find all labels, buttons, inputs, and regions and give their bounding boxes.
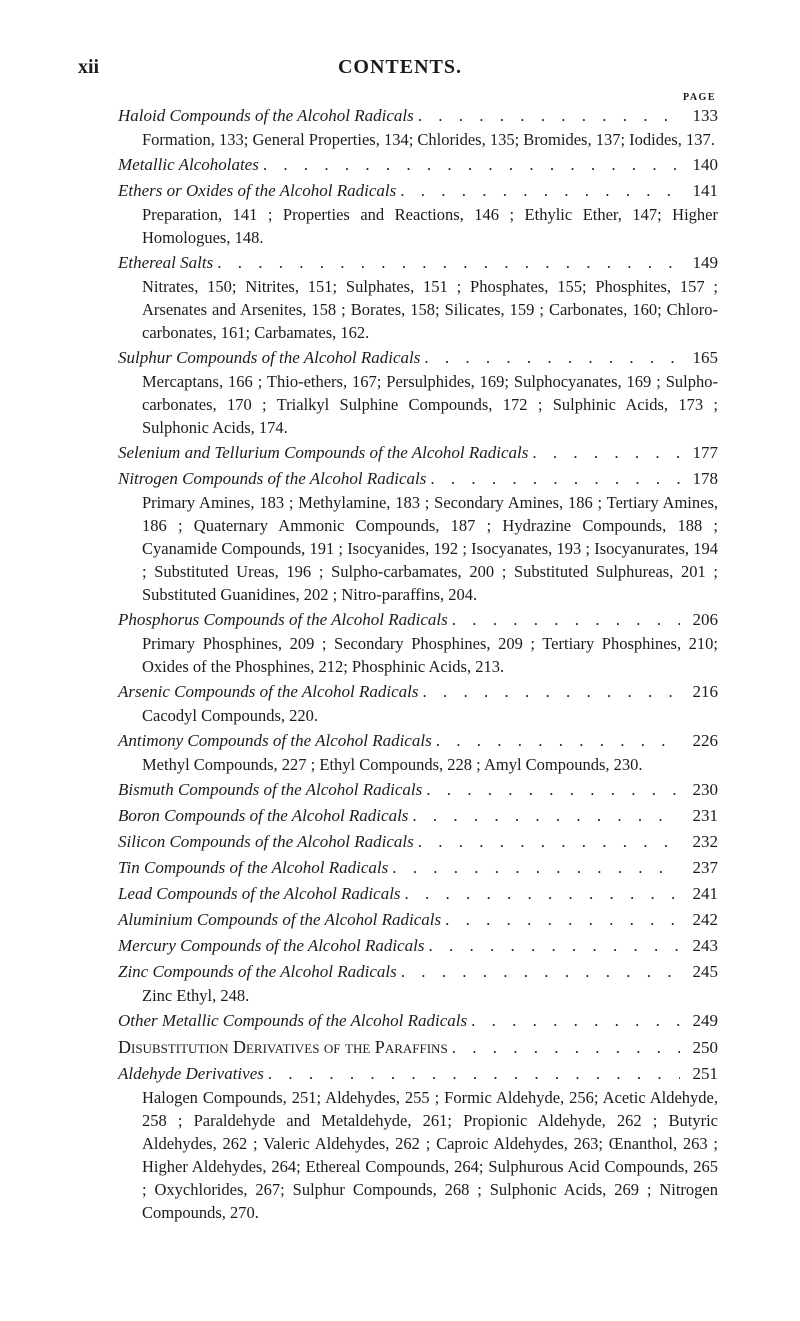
toc-entry-row [118,608,718,632]
toc-entry [118,778,718,802]
toc-entry-row [118,1062,718,1086]
toc-entry-row [118,804,718,828]
entry-page-number: 140 [692,155,718,174]
entry-title: Mercury Compounds of the Alcohol Radicals [118,936,425,955]
entry-page-number: 251 [692,1064,718,1083]
entry-title: Bismuth Compounds of the Alcohol Radicals [118,780,423,799]
dot-leader [418,830,680,854]
dot-leader [422,680,680,704]
toc-entry-row [118,778,718,802]
entry-title: Arsenic Compounds of the Alcohol Radicals [118,682,419,701]
running-title: CONTENTS. [337,56,463,78]
entry-title: Aluminium Compounds of the Alcohol Radicals [118,910,442,929]
entry-page-number: 250 [692,1038,718,1057]
toc-entry [118,251,718,344]
dot-leader [418,104,680,128]
entry-title: Other Metallic Compounds of the Alcohol Radicals [118,1011,468,1030]
toc-entry [118,1062,718,1224]
entry-page-number: 178 [692,469,718,488]
dot-leader [430,467,680,491]
toc-entry-row [118,346,718,370]
entry-description: Primary Amines, 183 ; Methylamine, 183 ; Secondary Amines, 186 ; Tertiary Amines, 186 ; Quaternary Ammonic Compounds, 187 ; Hydrazine Compounds, 188 ; Cyanamide Compounds, 191 ; Isocyanides, 192 ; Isocyanates, 193 ; Isocyanurates, 194 ; Substituted Ureas, 196 ; Sulpho-carbamates, 200 ; Substituted Sulphureas, 201 ; Substituted Guanidines, 202 ; Nitro-paraffins, 204. [142,493,718,604]
toc-entry [118,908,718,932]
dot-leader [471,1009,680,1033]
entry-page-number: 231 [692,806,718,825]
entry-title: Sulphur Compounds of the Alcohol Radicals [118,348,421,367]
toc-entry-row [118,830,718,854]
page-column-label: PAGE [682,92,716,103]
entry-description: Nitrates, 150; Nitrites, 151; Sulphates, 151 ; Phosphates, 155; Phosphites, 157 ; Arsenates and Arsenites, 158 ; Borates, 158; Silicates, 159 ; Carbonates, 160; Chloro-carbonates, 161; Carbamates, 162. [142,277,718,342]
dot-leader [426,778,680,802]
toc-entry [118,1035,718,1060]
entry-page-number: 232 [692,832,718,851]
dot-leader [263,153,680,177]
toc-entry [118,1009,718,1033]
toc-entry-row [118,179,718,203]
page-header [0,56,800,86]
toc-entry [118,882,718,906]
dot-leader [401,960,680,984]
toc-entry [118,179,718,249]
section-heading: Disubstitution Derivatives of the Paraffins [118,1037,448,1057]
toc-entry-row [118,680,718,704]
toc-entry-row [118,1009,718,1033]
entry-page-number: 133 [692,106,718,125]
entry-description: Mercaptans, 166 ; Thio-ethers, 167; Persulphides, 169; Sulphocyanates, 169 ; Sulpho-carbonates, 170 ; Trialkyl Sulphine Compounds, 172 ; Sulphinic Acids, 173 ; Sulphonic Acids, 174. [142,372,718,437]
entry-title: Ethereal Salts [118,253,214,272]
entry-page-number: 245 [692,962,718,981]
entry-page-number: 216 [692,682,718,701]
toc-entry-row [118,908,718,932]
dot-leader [452,1036,680,1060]
toc-entry-row [118,1035,718,1060]
table-of-contents [118,104,718,1226]
toc-entry-row [118,729,718,753]
toc-entry [118,467,718,606]
entry-title: Selenium and Tellurium Compounds of the Alcohol Radicals [118,443,529,462]
entry-page-number: 141 [692,181,718,200]
dot-leader [428,934,680,958]
entry-page-number: 206 [692,610,718,629]
entry-description: Halogen Compounds, 251; Aldehydes, 255 ; Formic Aldehyde, 256; Acetic Aldehyde, 258 ; Paraldehyde and Metaldehyde, 261; Propionic Aldehyde, 262 ; Butyric Aldehydes, 262 ; Valeric Aldehydes, 262 ; Caproic Aldehydes, 263; Œnanthol, 263 ; Higher Aldehydes, 264; Ethereal Compounds, 264; Sulphurous Acid Compounds, 265 ; Oxychlorides, 267; Sulphur Compounds, 268 ; Sulphonic Acids, 269 ; Nitrogen Compounds, 270. [142,1088,718,1222]
dot-leader [405,882,680,906]
entry-title: Boron Compounds of the Alcohol Radicals [118,806,409,825]
entry-page-number: 149 [692,253,718,272]
entry-title: Zinc Compounds of the Alcohol Radicals [118,962,397,981]
toc-entry [118,856,718,880]
toc-entry [118,960,718,1007]
entry-description: Zinc Ethyl, 248. [142,986,250,1005]
toc-entry-row [118,856,718,880]
dot-leader [532,441,680,465]
entry-title: Haloid Compounds of the Alcohol Radicals [118,106,414,125]
dot-leader [392,856,680,880]
toc-entry [118,104,718,151]
dot-leader [217,251,680,275]
entry-page-number: 230 [692,780,718,799]
entry-title: Silicon Compounds of the Alcohol Radicals [118,832,414,851]
dot-leader [424,346,680,370]
entry-title: Tin Compounds of the Alcohol Radicals [118,858,389,877]
entry-page-number: 242 [692,910,718,929]
entry-page-number: 243 [692,936,718,955]
toc-entry [118,934,718,958]
toc-entry-row [118,934,718,958]
toc-entry [118,804,718,828]
entry-page-number: 226 [692,731,718,750]
entry-title: Ethers or Oxides of the Alcohol Radicals [118,181,397,200]
entry-description: Primary Phosphines, 209 ; Secondary Phosphines, 209 ; Tertiary Phosphines, 210; Oxides of the Phosphines, 212; Phosphinic Acids, 213. [142,634,718,676]
entry-description: Cacodyl Compounds, 220. [142,706,318,725]
toc-entry [118,729,718,776]
toc-entry-row [118,153,718,177]
dot-leader [400,179,680,203]
entry-title: Aldehyde Derivatives [118,1064,264,1083]
entry-page-number: 165 [692,348,718,367]
entry-page-number: 241 [692,884,718,903]
entry-title: Metallic Alcoholates [118,155,259,174]
dot-leader [436,729,680,753]
toc-entry [118,441,718,465]
entry-description: Methyl Compounds, 227 ; Ethyl Compounds, 228 ; Amyl Compounds, 230. [142,755,643,774]
dot-leader [268,1062,680,1086]
toc-entry-row [118,467,718,491]
entry-title: Lead Compounds of the Alcohol Radicals [118,884,401,903]
toc-entry [118,608,718,678]
entry-page-number: 249 [692,1011,718,1030]
toc-entry-row [118,441,718,465]
page-number: xii [78,56,100,78]
dot-leader [445,908,680,932]
toc-entry-row [118,960,718,984]
toc-entry-row [118,251,718,275]
toc-entry [118,680,718,727]
toc-entry [118,830,718,854]
toc-entry-row [118,104,718,128]
toc-entry [118,153,718,177]
entry-page-number: 177 [692,443,718,462]
entry-title: Phosphorus Compounds of the Alcohol Radicals [118,610,448,629]
entry-title: Antimony Compounds of the Alcohol Radicals [118,731,432,750]
dot-leader [412,804,680,828]
dot-leader [452,608,680,632]
entry-page-number: 237 [692,858,718,877]
toc-entry [118,346,718,439]
entry-title: Nitrogen Compounds of the Alcohol Radicals [118,469,427,488]
entry-description: Preparation, 141 ; Properties and Reactions, 146 ; Ethylic Ether, 147; Higher Homologues, 148. [142,205,718,247]
entry-description: Formation, 133; General Properties, 134; Chlorides, 135; Bromides, 137; Iodides, 137. [142,130,715,149]
toc-entry-row [118,882,718,906]
